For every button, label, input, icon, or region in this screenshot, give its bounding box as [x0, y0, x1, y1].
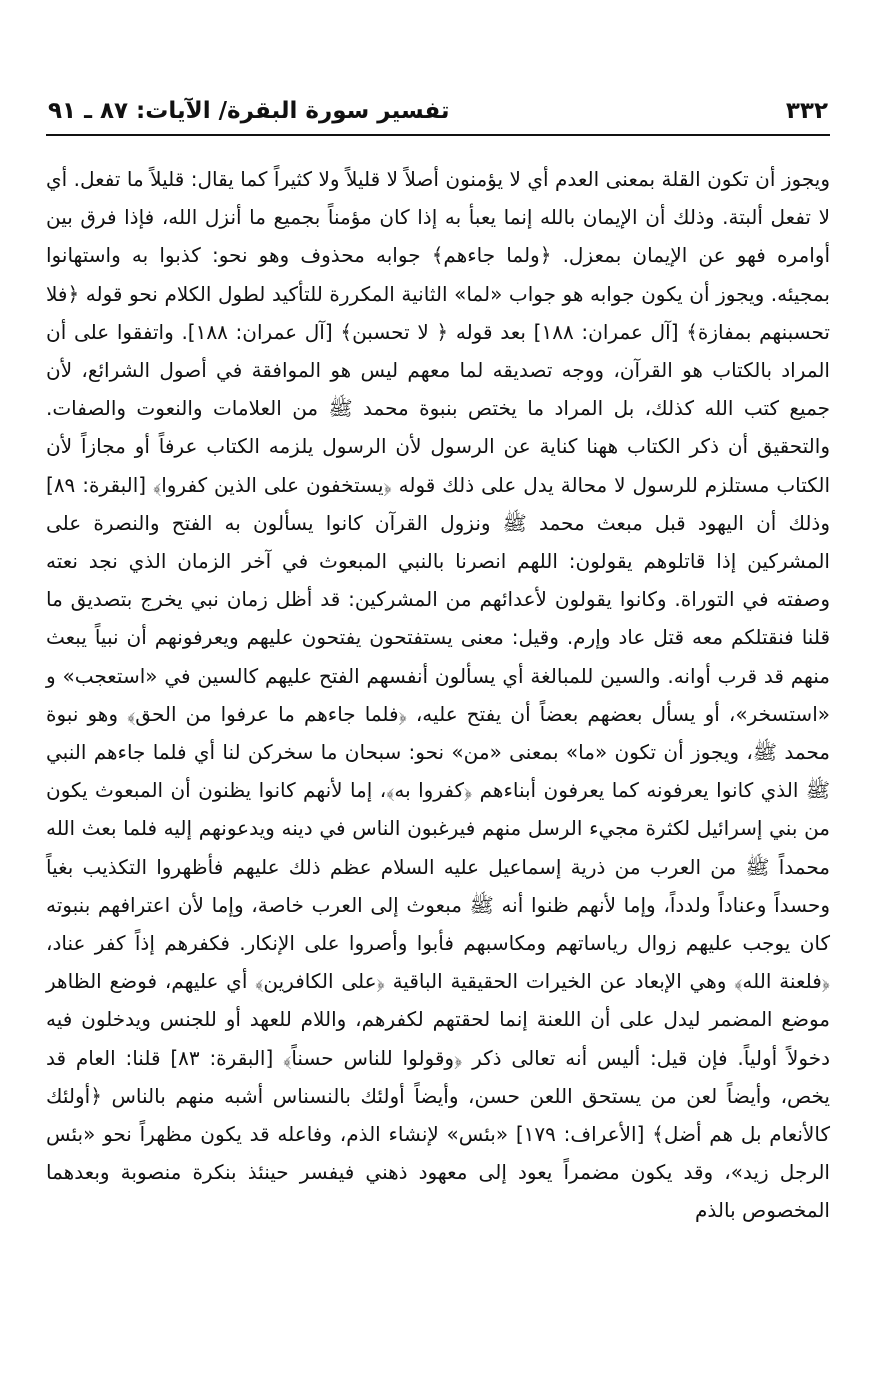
running-header [46, 92, 830, 136]
page-number: ٣٣٢ [785, 98, 828, 124]
chapter-title: تفسير سورة البقرة/ الآيات: ٨٧ ـ ٩١ [48, 98, 450, 124]
commentary-paragraph: ويجوز أن تكون القلة بمعنى العدم أي لا يؤمنون أصلاً لا قليلاً ولا كثيراً كما يقال: قليلاً ما تفعل. أي لا تفعل ألبتة. وذلك أن الإيمان بالله إنما يعبأ به إذا كان مؤمناً بجميع ما أنزل الله، فإذا فرق بين أوامره فهو عن الإيمان بمعزل. ﴿ولما جاءهم﴾ جوابه محذوف وهو نحو: كذبوا به واستهانوا بمجيئه. ويجوز أن يكون جوابه هو جواب «لما» الثانية المكررة للتأكيد لطول الكلام نحو قوله ﴿فلا تحسبنهم بمفازة﴾ [آل عمران: ١٨٨] بعد قوله ﴿ لا تحسبن﴾ [آل عمران: ١٨٨]. واتفقوا على أن المراد بالكتاب هو القرآن، ووجه تصديقه لما معهم ليس هو الموافقة في أصول الشرائع، لأن جميع كتب الله كذلك، بل المراد ما يختص بنبوة محمد ﷺ من العلامات والنعوت والصفات. والتحقيق أن ذكر الكتاب ههنا كناية عن الرسول لأن الرسول يلزمه الكتاب عرفاً أو مجازاً لأن الكتاب مستلزم للرسول لا محالة يدل على ذلك قوله ﴿يستخفون على الذين كفروا﴾ [البقرة: ٨٩] وذلك أن اليهود قبل مبعث محمد ﷺ ونزول القرآن كانوا يسألون به الفتح والنصرة على المشركين إذا قاتلوهم يقولون: اللهم انصرنا بالنبي المبعوث في آخر الزمان الذي نجد نعته وصفته في التوراة. وكانوا يقولون لأعدائهم من المشركين: قد أظل زمان نبي يخرج بتصديق ما قلنا فنقتلكم معه قتل عاد وإرم. وقيل: معنى يستفتحون يفتحون عليهم ويعرفونهم أن نبياً يبعث منهم قد قرب أوانه. والسين للمبالغة أي يسألون أنفسهم الفتح عليهم كالسين في «استعجب» و «استسخر»، أو يسأل بعضهم بعضاً أن يفتح عليه، ﴿فلما جاءهم ما عرفوا من الحق﴾ وهو نبوة محمد ﷺ، ويجوز أن تكون «ما» بمعنى «من» نحو: سبحان ما سخركن لنا أي فلما جاءهم النبي ﷺ الذي كانوا يعرفونه كما يعرفون أبناءهم ﴿كفروا به﴾، إما لأنهم كانوا يظنون أن المبعوث يكون من بني إسرائيل لكثرة مجيء الرسل منهم فيرغبون الناس في دينه ويدعونهم إليه فلما بعث الله محمداً ﷺ من العرب من ذرية إسماعيل عليه السلام عظم ذلك عليهم فأظهروا التكذيب بغياً وحسداً وعناداً ولدداً، وإما لأنهم ظنوا أنه ﷺ مبعوث إلى العرب خاصة، وإما لأن اعترافهم بنبوته كان يوجب عليهم زوال رياساتهم ومكاسبهم فأبوا وأصروا على الإنكار. فكفرهم إذاً كفر عناد، ﴿فلعنة الله﴾ وهي الإبعاد عن الخيرات الحقيقية الباقية ﴿على الكافرين﴾ أي عليهم، فوضع الظاهر موضع المضمر ليدل على أن اللعنة إنما لحقتهم لكفرهم، واللام للعهد أو للجنس ويدخلون فيه دخولاً أولياً. فإن قيل: أليس أنه تعالى ذكر ﴿وقولوا للناس حسناً﴾ [البقرة: ٨٣] قلنا: العام قد يخص، وأيضاً لعن من يستحق اللعن حسن، وأيضاً أولئك بالنسناس أشبه منهم بالناس ﴿أولئك كالأنعام بل هم أضل﴾ [الأعراف: ١٧٩] «بئس» لإنشاء الذم، وفاعله قد يكون مظهراً نحو «بئس الرجل زيد»، وقد يكون مضمراً يعود إلى معهود ذهني فيفسر حينئذ بنكرة منصوبة وبعدهما المخصوص بالذم [46, 167, 831, 1223]
book-page [46, 92, 830, 1332]
commentary-body [46, 160, 830, 1230]
